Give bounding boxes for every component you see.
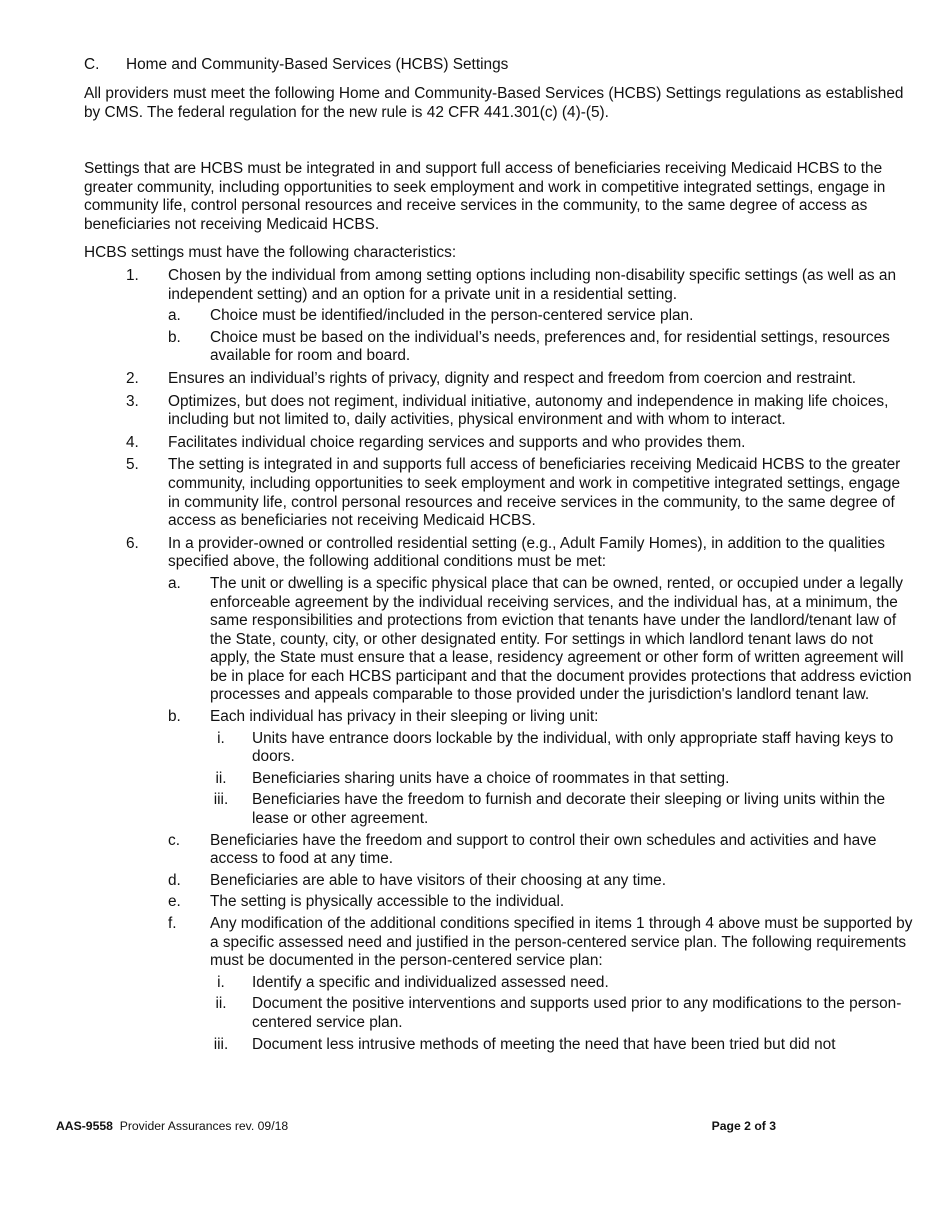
section-title: Home and Community-Based Services (HCBS) Settings bbox=[126, 56, 509, 73]
roman-numeral: ii. bbox=[215, 995, 227, 1013]
roman-sub-item bbox=[210, 1036, 914, 1055]
sub-item-letter: a. bbox=[168, 574, 181, 592]
sub-item bbox=[168, 708, 914, 829]
sub-item-letter: b. bbox=[168, 328, 181, 346]
sub-item-letter: d. bbox=[168, 871, 181, 889]
section-heading bbox=[84, 56, 508, 75]
sub-item-letter: c. bbox=[168, 831, 180, 849]
roman-sub-item bbox=[210, 974, 914, 993]
sub-item bbox=[168, 307, 914, 326]
sub-item bbox=[168, 832, 914, 869]
sub-item-text: Each individual has privacy in their sleeping or living unit: bbox=[210, 708, 599, 726]
sub-item bbox=[168, 329, 914, 366]
item-text: Ensures an individual’s rights of privacy, dignity and respect and freedom from coercion and restraint. bbox=[168, 369, 857, 387]
sub-item-letter: b. bbox=[168, 708, 181, 726]
sub-item-letter: a. bbox=[168, 307, 181, 325]
roman-sub-item bbox=[210, 995, 914, 1032]
list-item bbox=[84, 434, 914, 453]
roman-sub-item-text: Units have entrance doors lockable by the individual, with only appropriate staff having keys to doors. bbox=[252, 729, 894, 766]
item-text: Chosen by the individual from among setting options including non-disability specific settings (as well as an independent setting) and an option for a private unit in a residential setting. bbox=[168, 267, 897, 303]
characteristics-intro: HCBS settings must have the following characteristics: bbox=[84, 244, 457, 261]
sub-item-text: Choice must be identified/included in the person-centered service plan. bbox=[210, 307, 694, 325]
list-item bbox=[84, 267, 914, 366]
sub-item bbox=[168, 872, 914, 891]
settings-paragraph: Settings that are HCBS must be integrated in and support full access of beneficiaries receiving Medicaid HCBS to the greater community, including opportunities to seek employment and work in competitive integrated settings, engage in community life, control personal resources and receive services in the community, to the same degree of access as beneficiaries not receiving Medicaid HCBS. bbox=[84, 160, 886, 233]
roman-sub-item-text: Document less intrusive methods of meeting the need that have been tried but did not bbox=[252, 1035, 836, 1053]
sub-item-text: The setting is physically accessible to the individual. bbox=[210, 893, 565, 911]
roman-numeral: i. bbox=[217, 973, 225, 991]
list-item bbox=[84, 393, 914, 430]
sub-item-text: The unit or dwelling is a specific physical place that can be owned, rented, or occupied under a legally enforceable agreement by the individual receiving services, and the individual has, at a minimum, the same responsibilities and protections from eviction that tenants have under the landlord/tenant law of the State, county, city, or other designated entity. For settings in which landlord tenant laws do not apply, the State must ensure that a lease, residency agreement or other form of written agreement will be in place for each HCBS participant and that the document provides protections that address eviction processes and appeals comparable to those provided under the jurisdiction's landlord tenant law. bbox=[210, 574, 912, 704]
item-number: 2. bbox=[126, 369, 139, 387]
roman-numeral: ii. bbox=[215, 769, 227, 787]
sub-item-letter: e. bbox=[168, 893, 181, 911]
item-text: Facilitates individual choice regarding services and supports and who provides them. bbox=[168, 433, 746, 451]
item-text: Optimizes, but does not regiment, individual initiative, autonomy and independence in making life choices, including but not limited to, daily activities, physical environment and with whom to interact. bbox=[168, 392, 889, 429]
roman-sub-item bbox=[210, 791, 914, 828]
item-number: 4. bbox=[126, 433, 139, 451]
list-item bbox=[84, 370, 914, 389]
item-number: 3. bbox=[126, 392, 139, 410]
roman-sub-item-text: Beneficiaries have the freedom to furnish and decorate their sleeping or living units within the lease or other agreement. bbox=[252, 791, 886, 828]
list-item bbox=[84, 456, 914, 530]
page-number: Page 2 of 3 bbox=[711, 1119, 776, 1133]
list-item bbox=[84, 535, 914, 1054]
sub-item bbox=[168, 575, 914, 705]
page-footer bbox=[56, 1117, 776, 1136]
item-text: In a provider-owned or controlled residential setting (e.g., Adult Family Homes), in addition to the qualities specified above, the following additional conditions must be met: bbox=[168, 534, 885, 571]
sub-item bbox=[168, 893, 914, 912]
item-number: 6. bbox=[126, 534, 139, 552]
roman-sub-item bbox=[210, 770, 914, 789]
section-letter: C. bbox=[84, 56, 100, 73]
sub-item-text: Beneficiaries are able to have visitors of their choosing at any time. bbox=[210, 871, 666, 889]
intro-paragraph: All providers must meet the following Home and Community-Based Services (HCBS) Settings regulations as established by CMS. The federal regulation for the new rule is 42 CFR 441.301(c) (4)-(5). bbox=[84, 85, 904, 121]
sub-item-letter: f. bbox=[168, 915, 177, 932]
item-number: 5. bbox=[126, 456, 139, 474]
roman-numeral: iii. bbox=[213, 791, 229, 809]
sub-item-text: Choice must be based on the individual’s needs, preferences and, for residential settings, resources available for room and board. bbox=[210, 328, 890, 365]
roman-numeral: iii. bbox=[213, 1035, 229, 1053]
sub-item-text: Any modification of the additional conditions specified in items 1 through 4 above must be supported by a specific assessed need and justified in the person-centered service plan. The following requirements must be documented in the person-centered service plan: bbox=[210, 915, 913, 970]
sub-item bbox=[168, 915, 914, 1054]
roman-sub-item-text: Identify a specific and individualized assessed need. bbox=[252, 973, 609, 991]
item-number: 1. bbox=[126, 267, 139, 284]
roman-numeral: i. bbox=[217, 729, 225, 747]
roman-sub-item-text: Beneficiaries sharing units have a choice of roommates in that setting. bbox=[252, 769, 730, 787]
form-number: AAS-9558 bbox=[56, 1119, 113, 1133]
roman-sub-item bbox=[210, 730, 914, 767]
roman-sub-item-text: Document the positive interventions and supports used prior to any modifications to the person-centered service plan. bbox=[252, 995, 902, 1031]
characteristics-list bbox=[84, 267, 914, 1058]
item-text: The setting is integrated in and supports full access of beneficiaries receiving Medicaid HCBS to the greater community, including opportunities to seek employment and work in competitive integrated settings, engage in community life, control personal resources and receive services in the community, to the same degree of access as beneficiaries not receiving Medicaid HCBS. bbox=[168, 456, 901, 530]
form-title: Provider Assurances rev. 09/18 bbox=[119, 1119, 289, 1133]
sub-item-text: Beneficiaries have the freedom and support to control their own schedules and activities and have access to food at any time. bbox=[210, 831, 877, 868]
